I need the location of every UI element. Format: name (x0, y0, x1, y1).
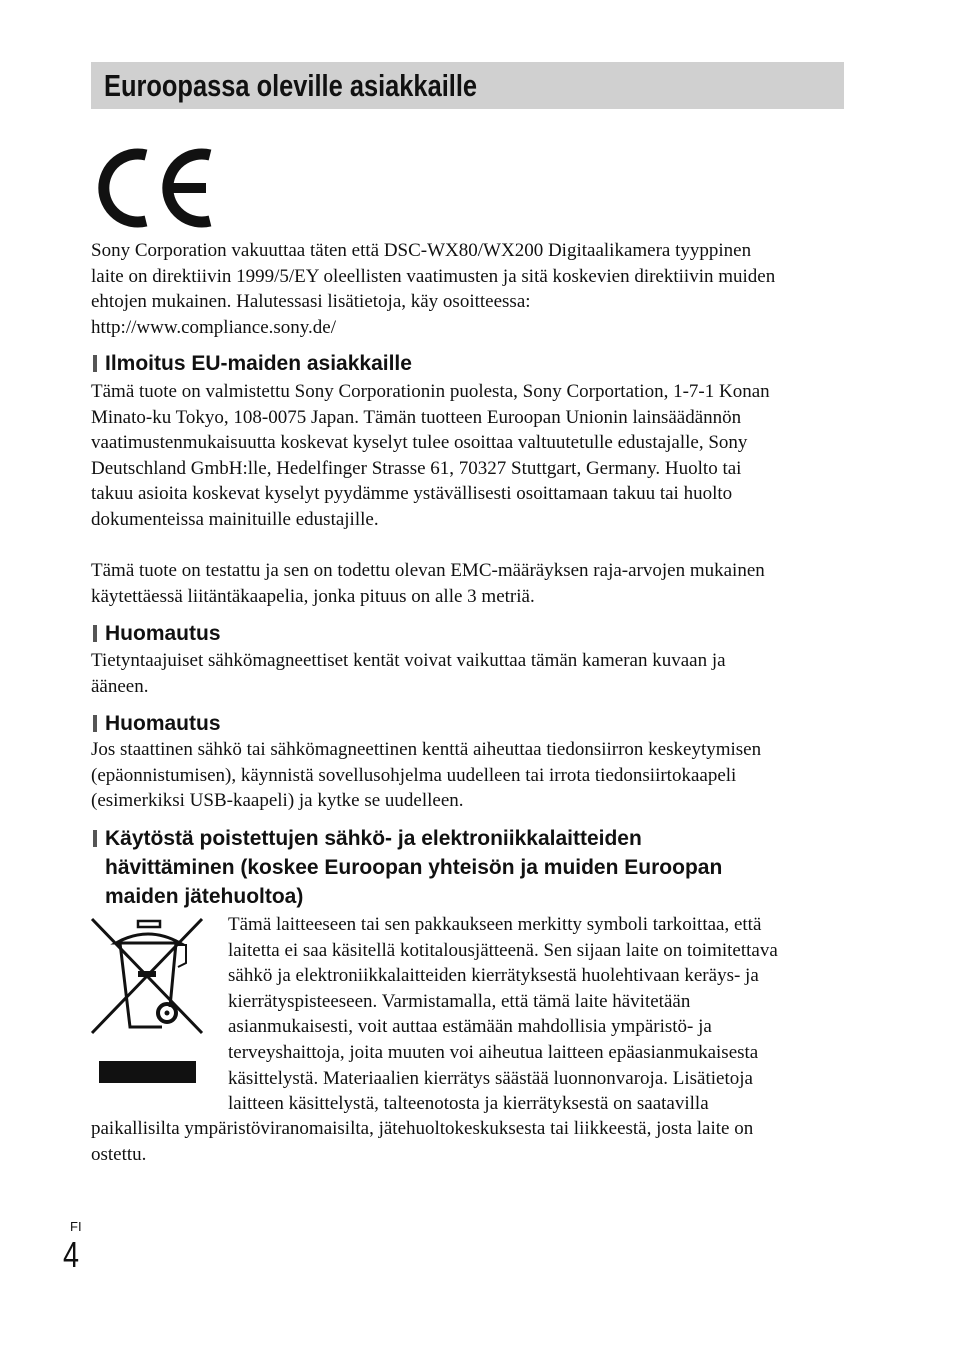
text-line: ostettu. (91, 1143, 147, 1165)
text-line: Ilmoitus EU-maiden asiakkaille (105, 352, 412, 375)
heading-note-1 (91, 619, 221, 648)
text-line: ääneen. (91, 675, 149, 697)
text-line: Huomautus (105, 622, 221, 645)
text-line: sähkö ja elektroniikkalaitteiden kierrätyksestä huolehtivaan keräys- ja (228, 965, 759, 987)
text-line: paikallisilta ympäristöviranomaisilta, jätehuoltokeskuksesta tai liikkeestä, josta laite on (91, 1118, 754, 1139)
disposal-paragraph-indented (228, 912, 778, 1117)
language-code: FI (70, 1219, 82, 1234)
crossed-out-wheelie-bin-icon (90, 915, 206, 1087)
text-line: kierrätyspisteeseen. Varmistamalla, että tämä laite hävitetään (228, 990, 691, 1012)
text-line: Tämä tuote on testattu ja sen on todettu olevan EMC-määräyksen raja-arvojen mukainen (91, 560, 765, 581)
text-line: ehtojen mukainen. Halutessasi lisätietoja, käy osoitteessa: (91, 291, 531, 313)
text-line: käsittelystä. Materiaalien kierrätys säästää luonnonvaroja. Lisätietoja (228, 1067, 753, 1089)
text-line: Huomautus (105, 712, 221, 735)
text-line: terveyshaittoja, joita muuten voi aiheutua laitteen epäasianmukaisesta (228, 1041, 759, 1063)
text-line: takuu asioita koskevat kyselyt pyydämme ystävällisesti osoittamaan takuu tai huolto (91, 483, 733, 505)
text-line: käytettäessä liitäntäkaapelia, jonka pituus on alle 3 metriä. (91, 585, 535, 607)
text-line: Tämä tuote on valmistettu Sony Corporationin puolesta, Sony Corportation, 1-7-1 Konan (91, 381, 770, 402)
heading-marker (93, 715, 97, 732)
text-line: laitteen käsittelystä, talteenotosta ja kierrätyksestä on saatavilla (228, 1093, 709, 1115)
heading-marker (93, 355, 97, 372)
heading-disposal (91, 824, 722, 911)
text-line: http://www.compliance.sony.de/ (91, 316, 337, 338)
text-line: Sony Corporation vakuuttaa täten että DSC-WX80/WX200 Digitaalikamera tyyppinen (91, 240, 752, 261)
heading-marker (93, 830, 97, 847)
eu-notice-paragraph (91, 379, 770, 533)
text-line: laite on direktiivin 1999/5/EY oleellisten vaatimusten ja sitä koskevien direktiivin muiden (91, 265, 776, 287)
page-title: Euroopassa oleville asiakkaille (104, 68, 478, 103)
text-line: dokumenteissa mainituille edustajille. (91, 508, 379, 530)
text-line: (esimerkiksi USB-kaapeli) ja kytke se uudelleen. (91, 790, 464, 812)
emc-paragraph (91, 558, 765, 609)
text-line: (epäonnistumisen), käynnistä sovellusohjelma uudelleen tai irrota tiedonsiirtokaapeli (91, 764, 737, 786)
text-line: Jos staattinen sähkö tai sähkömagneettinen kenttä aiheuttaa tiedonsiirron keskeytymisen (91, 739, 762, 760)
text-line: hävittäminen (koskee Euroopan yhteisön ja muiden Euroopan (105, 856, 723, 879)
intro-paragraph (91, 238, 775, 340)
text-line: laitetta ei saa käsitellä kotitalousjätteenä. Sen sijaan laite on toimitettava (228, 939, 778, 961)
note-1-paragraph (91, 648, 726, 699)
heading-marker (93, 625, 97, 642)
section-title-bar (91, 62, 844, 109)
text-line: Tämä laitteeseen tai sen pakkaukseen merkitty symboli tarkoittaa, että (228, 914, 762, 935)
disposal-paragraph-continued (91, 1116, 753, 1167)
heading-eu-notice (91, 349, 412, 378)
text-line: Käytöstä poistettujen sähkö- ja elektroniikkalaitteiden (105, 827, 642, 850)
heading-note-2 (91, 709, 221, 738)
page-number: 4 (63, 1234, 80, 1275)
ce-mark-icon (98, 145, 216, 231)
text-line: Minato-ku Tokyo, 108-0075 Japan. Tämän tuotteen Euroopan Unionin lainsäädännön (91, 406, 742, 428)
text-line: vaatimustenmukaisuutta koskevat kyselyt tulee osoittaa valtuutetulle edustajalle, Sony (91, 432, 748, 454)
text-line: asianmukaisesti, voit auttaa estämään mahdollisia ympäristö- ja (228, 1016, 712, 1038)
text-line: Deutschland GmbH:lle, Hedelfinger Strasse 61, 70327 Stuttgart, Germany. Huolto tai (91, 457, 742, 479)
text-line: Tietyntaajuiset sähkömagneettiset kentät voivat vaikuttaa tämän kameran kuvaan ja (91, 650, 726, 671)
note-2-paragraph (91, 737, 761, 814)
text-line: maiden jätehuoltoa) (105, 885, 304, 908)
